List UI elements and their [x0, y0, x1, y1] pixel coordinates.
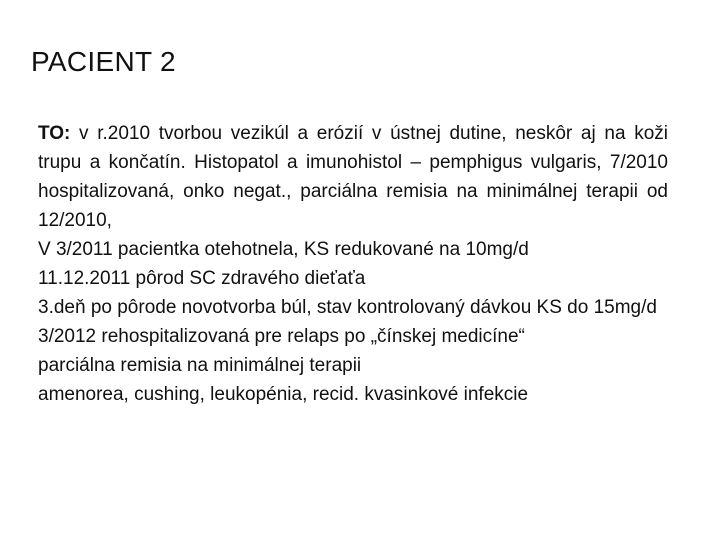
remission-line: parciálna remisia na minimálnej terapii [38, 355, 362, 376]
slide-body [38, 119, 668, 409]
rehospitalization-line: 3/2012 rehospitalizovaná pre relaps po „čínskej medicíne“ [38, 326, 525, 347]
history-paragraph [38, 119, 668, 235]
intro-label: TO: [38, 123, 71, 144]
postpartum-paragraph: 3.deň po pôrode novotvorba búl, stav kontrolovaný dávkou KS do 15mg/d [38, 297, 657, 318]
slide-title: PACIENT 2 [31, 46, 176, 77]
history-text: v r.2010 tvorbou vezikúl a erózií v ústnej dutine, neskôr aj na koži trupu a končatín. Histopatol a imunohistol – pemphigus vulgaris, 7/2010 hospitalizovaná, onko negat., parciálna remisia na minimálnej terapii od 12/2010, [38, 123, 668, 231]
pregnancy-line: V 3/2011 pacientka otehotnela, KS redukované na 10mg/d [38, 239, 529, 260]
complications-line: amenorea, cushing, leukopénia, recid. kvasinkové infekcie [38, 384, 529, 405]
birth-line: 11.12.2011 pôrod SC zdravého dieťaťa [38, 268, 366, 289]
